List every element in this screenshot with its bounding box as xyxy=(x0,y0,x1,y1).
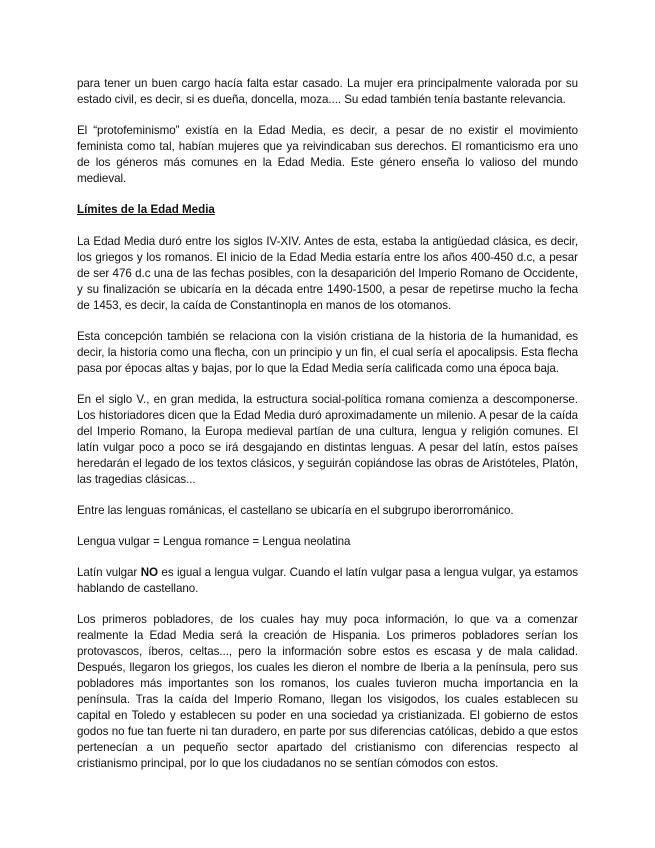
paragraph-dates: La Edad Media duró entre los siglos IV-XIV. Antes de esta, estaba la antigüedad clásica, es decir, los griegos y los romanos. El inicio de la Edad Media estaría entre los años 400-450 d.c, a pesar de ser 476 d.c una de las fechas posibles, con la desaparición del Imperio Romano de Occidente, y su finalización se ubicaría en la década entre 1490-1500, a pesar de repetirse mucho la fecha de 1453, es decir, la caída de Constantinopla en manos de los otomanos. xyxy=(77,235,578,312)
paragraph-fifth-century: En el siglo V., en gran medida, la estructura social-política romana comienza a descomponerse. Los historiadores dicen que la Edad Media duró aproximadamente un milenio. A pesar de la caída del Imperio Romano, la Europa medieval partían de una cultura, lengua y religión comunes. El latín vulgar poco a poco se irá desgajando en distintas lenguas. A pesar del latín, estos países heredarán el legado de los textos clásicos, y seguirán copiándose las obras de Aristóteles, Platón, las tragedias clásicas... xyxy=(77,393,578,486)
paragraph-romance-languages: Entre las lenguas románicas, el castellano se ubicaría en el subgrupo iberorrománico. xyxy=(77,504,514,517)
paragraph-christian-vision: Esta concepción también se relaciona con la visión cristiana de la historia de la humanidad, es decir, la historia como una flecha, con un principio y un fin, el cual sería el apocalipsis. Esta flecha pasa por épocas altas y bajas, por lo que la Edad Media sería calificada como una época baja. xyxy=(77,330,578,375)
paragraph-first-settlers: Los primeros pobladores, de los cuales hay muy poca información, lo que va a comenzar realmente la Edad Media será la creación de Hispania. Los primeros pobladores serían los protovascos, íberos, celtas..., pero la información sobre estos es escasa y de mala calidad. Después, llegaron los griegos, los cuales les dieron el nombre de Iberia a la península, pero sus pobladores más importantes son los romanos, los cuales tuvieron mucha importancia en la península. Tras la caída del Imperio Romano, llegan los visigodos, los cuales establecen su capital en Toledo y establecen su poder en una sociedad ya cristianizada. El gobierno de estos godos no fue tan fuerte ni tan duradero, en parte por sus diferencias católicas, debido a que estos pertenecían a un pequeño sector apartado del cristianismo con diferencias respecto al cristianismo principal, por lo que los ciudadanos no se sentían cómodos con estos. xyxy=(77,613,578,770)
paragraph-vulgar-equation: Lengua vulgar = Lengua romance = Lengua neolatina xyxy=(77,535,351,548)
latin-text-after: es igual a lengua vulgar. Cuando el latín vulgar pasa a lengua vulgar, ya estamos hablando de castellano. xyxy=(77,566,579,595)
section-heading: Límites de la Edad Media xyxy=(77,203,215,216)
latin-text-before: Latín vulgar xyxy=(77,566,141,579)
paragraph-latin-vulgar xyxy=(77,565,578,597)
latin-emphasis: NO xyxy=(140,566,158,579)
paragraph-protofeminism: El “protofeminismo” existía en la Edad Media, es decir, a pesar de no existir el movimiento feminista como tal, habían mujeres que ya reivindicaban sus derechos. El romanticismo era uno de los géneros más comunes en la Edad Media. Este género enseña lo valioso del mundo medieval. xyxy=(77,124,578,185)
document-page xyxy=(77,76,578,787)
paragraph-marital-status: para tener un buen cargo hacía falta estar casado. La mujer era principalmente valorada por su estado civil, es decir, si es dueña, doncella, moza.... Su edad también tenía bastante relevancia. xyxy=(77,77,578,106)
